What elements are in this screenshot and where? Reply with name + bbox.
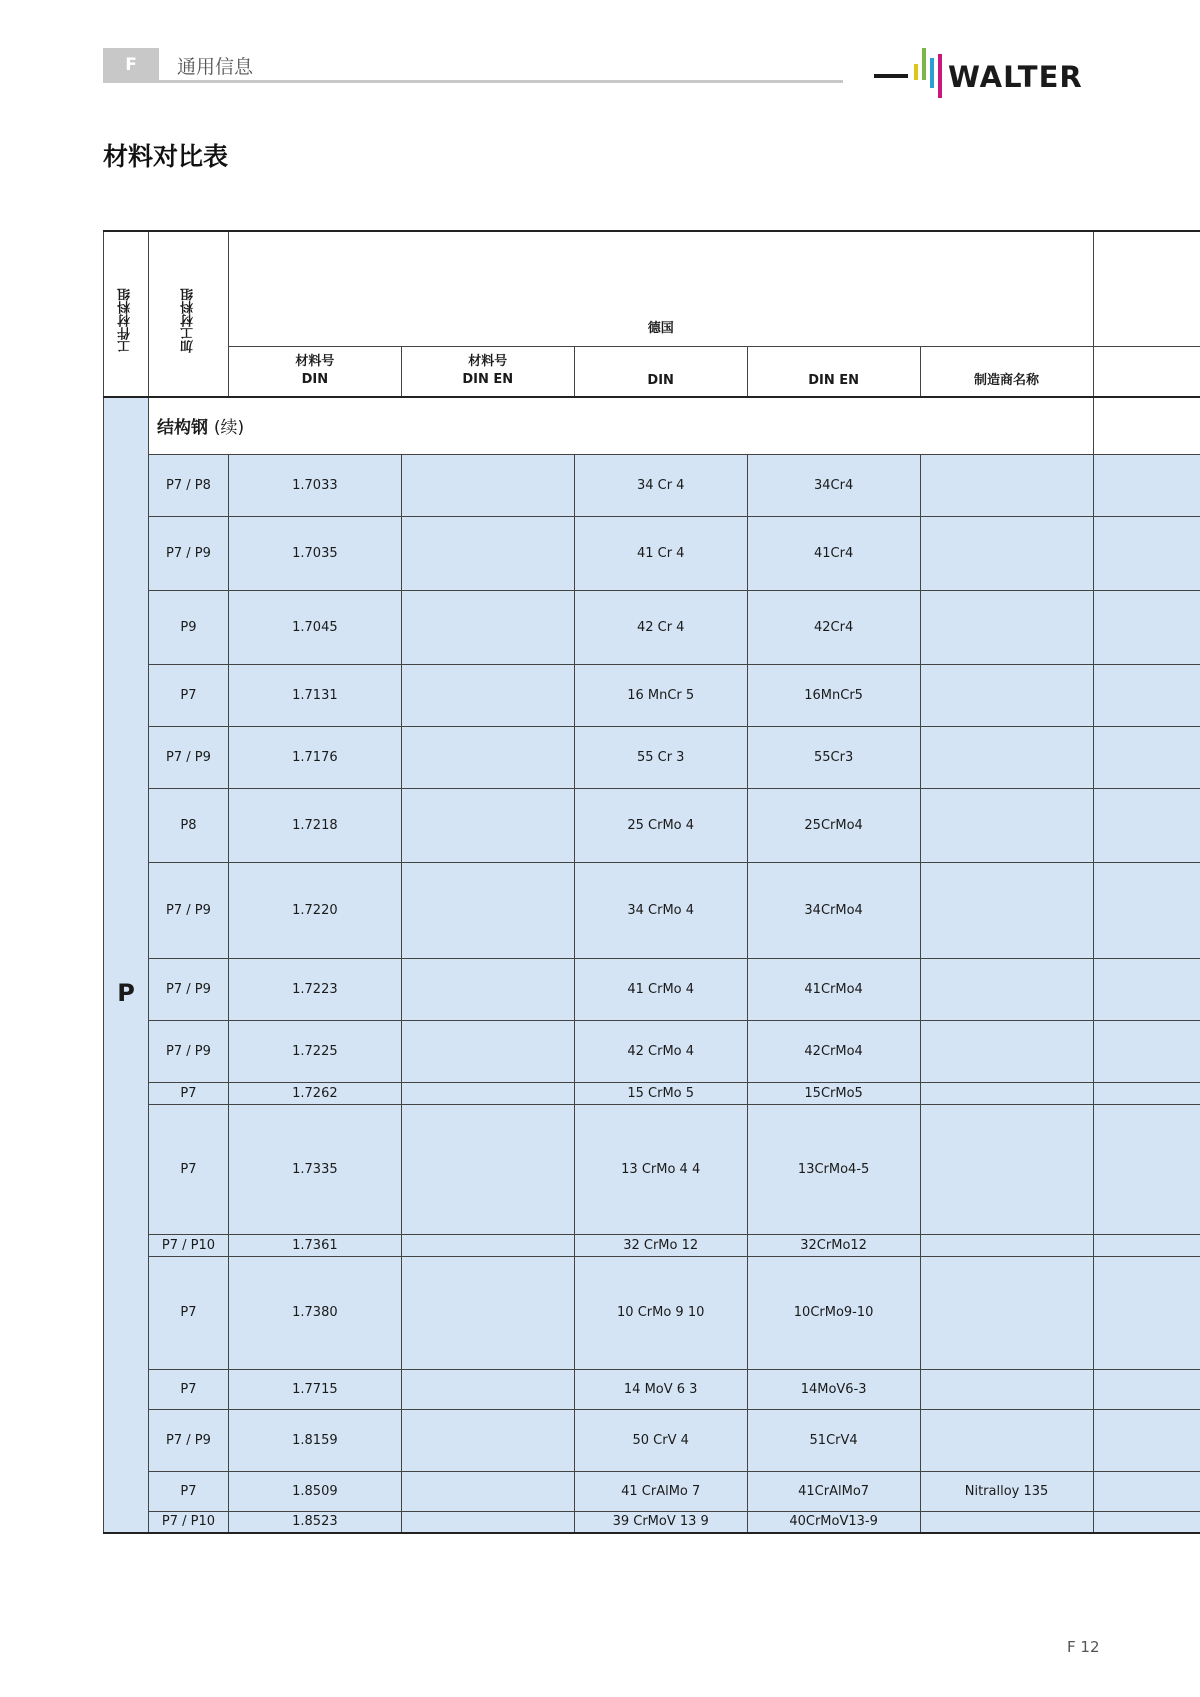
cell-din-en: 10CrMo9-10 — [747, 1256, 920, 1369]
cell-machining-group: P7 / P9 — [148, 1409, 228, 1471]
cell-next-country — [1093, 1082, 1200, 1104]
cell-material-no-din-en — [401, 1409, 574, 1471]
page-title: 材料对比表 — [103, 142, 229, 171]
cell-manufacturer: Nitralloy 135 — [920, 1471, 1093, 1511]
col-header-machining — [148, 231, 228, 397]
cell-din: 14 MoV 6 3 — [574, 1369, 747, 1409]
cell-din: 39 CrMoV 13 9 — [574, 1511, 747, 1533]
cell-next-country — [1093, 664, 1200, 726]
col-header-material-no-din-line2: DIN — [301, 372, 329, 388]
cell-manufacturer — [920, 1234, 1093, 1256]
cell-next-country — [1093, 590, 1200, 664]
cell-machining-group: P8 — [148, 788, 228, 862]
cell-material-no-din-en — [401, 1082, 574, 1104]
table-row — [104, 1471, 1200, 1511]
cell-machining-group: P7 / P9 — [148, 958, 228, 1020]
cell-next-country — [1093, 1471, 1200, 1511]
cell-next-country — [1093, 1020, 1200, 1082]
cell-material-no-din: 1.7035 — [228, 516, 401, 590]
section-title: 通用信息 — [177, 56, 254, 78]
cell-next-country — [1093, 862, 1200, 958]
cell-material-no-din: 1.7225 — [228, 1020, 401, 1082]
table-row — [104, 1511, 1200, 1533]
page-number: F 12 — [1067, 1638, 1100, 1656]
col-header-din: DIN — [574, 346, 747, 397]
logo-bar-blue — [930, 58, 934, 88]
cell-manufacturer — [920, 664, 1093, 726]
cell-material-no-din-en — [401, 1511, 574, 1533]
cell-material-no-din: 1.7380 — [228, 1256, 401, 1369]
group-letter-cell: P — [104, 454, 149, 1533]
table-row — [104, 862, 1200, 958]
table-row — [104, 1104, 1200, 1234]
col-header-material-no-din-line1: 材料号 — [295, 354, 335, 370]
cell-next-country — [1093, 958, 1200, 1020]
cell-material-no-din: 1.8159 — [228, 1409, 401, 1471]
cell-din: 42 Cr 4 — [574, 590, 747, 664]
table-row — [104, 1256, 1200, 1369]
cell-material-no-din: 1.7361 — [228, 1234, 401, 1256]
cell-material-no-din: 1.7045 — [228, 590, 401, 664]
cell-machining-group: P7 / P10 — [148, 1511, 228, 1533]
logo-wordmark: WALTER — [948, 60, 1083, 94]
cell-manufacturer — [920, 788, 1093, 862]
cell-next-country — [1093, 516, 1200, 590]
cell-din-en: 25CrMo4 — [747, 788, 920, 862]
cell-material-no-din: 1.7223 — [228, 958, 401, 1020]
cell-machining-group: P7 / P9 — [148, 726, 228, 788]
cell-din-en: 34CrMo4 — [747, 862, 920, 958]
cell-machining-group: P7 — [148, 664, 228, 726]
table-row — [104, 1020, 1200, 1082]
table-row — [104, 516, 1200, 590]
col-header-material-no-din-en-line2: DIN EN — [462, 372, 514, 388]
section-title-text: 结构钢 — [156, 418, 208, 439]
cell-machining-group: P7 / P8 — [148, 454, 228, 516]
cell-material-no-din-en — [401, 516, 574, 590]
cell-machining-group: P7 — [148, 1082, 228, 1104]
cell-din: 42 CrMo 4 — [574, 1020, 747, 1082]
cell-next-country — [1093, 1256, 1200, 1369]
cell-material-no-din: 1.7176 — [228, 726, 401, 788]
table-row — [104, 1234, 1200, 1256]
section-letter-badge: F — [103, 48, 159, 82]
cell-material-no-din: 1.7220 — [228, 862, 401, 958]
cell-next-country — [1093, 1511, 1200, 1533]
cell-next-country — [1093, 788, 1200, 862]
cell-din: 41 CrMo 4 — [574, 958, 747, 1020]
cell-manufacturer — [920, 958, 1093, 1020]
cell-material-no-din-en — [401, 1256, 574, 1369]
cell-manufacturer — [920, 516, 1093, 590]
cell-material-no-din: 1.7131 — [228, 664, 401, 726]
col-header-din-en: DIN EN — [747, 346, 920, 397]
cell-machining-group: P7 / P10 — [148, 1234, 228, 1256]
cell-din: 41 CrAlMo 7 — [574, 1471, 747, 1511]
cell-din: 16 MnCr 5 — [574, 664, 747, 726]
cell-next-country — [1093, 1409, 1200, 1471]
cell-material-no-din-en — [401, 454, 574, 516]
cell-material-no-din-en — [401, 788, 574, 862]
cell-material-no-din-en — [401, 664, 574, 726]
table-row — [104, 454, 1200, 516]
col-header-group — [104, 231, 149, 397]
cell-manufacturer — [920, 1256, 1093, 1369]
cell-material-no-din: 1.7218 — [228, 788, 401, 862]
col-header-material-no-din-en-line1: 材料号 — [468, 354, 508, 370]
cell-din-en: 41CrAlMo7 — [747, 1471, 920, 1511]
cell-din-en: 14MoV6-3 — [747, 1369, 920, 1409]
cell-material-no-din: 1.8523 — [228, 1511, 401, 1533]
cell-material-no-din: 1.7715 — [228, 1369, 401, 1409]
cell-manufacturer — [920, 454, 1093, 516]
cell-machining-group: P7 / P9 — [148, 516, 228, 590]
logo-bar-green — [922, 48, 926, 80]
cell-material-no-din-en — [401, 958, 574, 1020]
cell-material-no-din: 1.7335 — [228, 1104, 401, 1234]
cell-manufacturer — [920, 1020, 1093, 1082]
logo-bar-magenta — [938, 54, 942, 98]
cell-din-en: 16MnCr5 — [747, 664, 920, 726]
cell-din-en: 41Cr4 — [747, 516, 920, 590]
cell-din-en: 34Cr4 — [747, 454, 920, 516]
cell-material-no-din: 1.7033 — [228, 454, 401, 516]
cell-material-no-din-en — [401, 726, 574, 788]
cell-din: 32 CrMo 12 — [574, 1234, 747, 1256]
cell-next-country — [1093, 726, 1200, 788]
cell-manufacturer — [920, 862, 1093, 958]
table-row — [104, 664, 1200, 726]
material-comparison-table — [103, 230, 1200, 1545]
cell-next-country — [1093, 1369, 1200, 1409]
next-country-subheader — [1093, 346, 1200, 397]
cell-material-no-din-en — [401, 1104, 574, 1234]
cell-manufacturer — [920, 1369, 1093, 1409]
cell-din-en: 42Cr4 — [747, 590, 920, 664]
header-divider — [103, 80, 843, 83]
cell-machining-group: P7 — [148, 1104, 228, 1234]
cell-next-country — [1093, 1234, 1200, 1256]
cell-material-no-din-en — [401, 1369, 574, 1409]
next-country-header — [1093, 231, 1200, 346]
table-row — [104, 1082, 1200, 1104]
table-row — [104, 958, 1200, 1020]
cell-din-en: 55Cr3 — [747, 726, 920, 788]
cell-material-no-din: 1.7262 — [228, 1082, 401, 1104]
cell-din: 55 Cr 3 — [574, 726, 747, 788]
cell-din-en: 51CrV4 — [747, 1409, 920, 1471]
country-header: 德国 — [228, 231, 1093, 346]
cell-din: 13 CrMo 4 4 — [574, 1104, 747, 1234]
cell-material-no-din-en — [401, 1020, 574, 1082]
group-cell-top — [104, 397, 149, 454]
logo-bar-yellow — [914, 64, 918, 80]
cell-din: 34 CrMo 4 — [574, 862, 747, 958]
table-row — [104, 788, 1200, 862]
cell-machining-group: P7 — [148, 1369, 228, 1409]
section-continued: (续) — [213, 418, 245, 439]
col-header-group-label: 工件材料组 — [118, 287, 134, 353]
cell-manufacturer — [920, 726, 1093, 788]
cell-material-no-din-en — [401, 1471, 574, 1511]
cell-din: 41 Cr 4 — [574, 516, 747, 590]
cell-machining-group: P7 — [148, 1256, 228, 1369]
cell-manufacturer — [920, 590, 1093, 664]
cell-material-no-din-en — [401, 1234, 574, 1256]
cell-next-country — [1093, 1104, 1200, 1234]
cell-material-no-din-en — [401, 862, 574, 958]
cell-machining-group: P9 — [148, 590, 228, 664]
cell-machining-group: P7 / P9 — [148, 1020, 228, 1082]
col-header-material-no-din-en — [401, 346, 574, 397]
table-row — [104, 1369, 1200, 1409]
cell-din: 25 CrMo 4 — [574, 788, 747, 862]
col-header-material-no-din — [228, 346, 401, 397]
cell-din-en: 15CrMo5 — [747, 1082, 920, 1104]
cell-next-country — [1093, 454, 1200, 516]
cell-din: 10 CrMo 9 10 — [574, 1256, 747, 1369]
col-header-manufacturer: 制造商名称 — [920, 346, 1093, 397]
cell-din-en: 41CrMo4 — [747, 958, 920, 1020]
cell-manufacturer — [920, 1511, 1093, 1533]
cell-din: 15 CrMo 5 — [574, 1082, 747, 1104]
cell-manufacturer — [920, 1104, 1093, 1234]
cell-manufacturer — [920, 1409, 1093, 1471]
col-header-machining-label: 加工材料组 — [180, 287, 196, 353]
logo-dash — [874, 74, 908, 78]
cell-material-no-din: 1.8509 — [228, 1471, 401, 1511]
table-row — [104, 1409, 1200, 1471]
section-title-next — [1093, 397, 1200, 454]
cell-material-no-din-en — [401, 590, 574, 664]
cell-machining-group: P7 — [148, 1471, 228, 1511]
cell-din-en: 40CrMoV13-9 — [747, 1511, 920, 1533]
table-row — [104, 726, 1200, 788]
table-row — [104, 590, 1200, 664]
section-title-row — [148, 397, 1093, 454]
cell-machining-group: P7 / P9 — [148, 862, 228, 958]
cell-din: 50 CrV 4 — [574, 1409, 747, 1471]
cell-din-en: 42CrMo4 — [747, 1020, 920, 1082]
cell-din: 34 Cr 4 — [574, 454, 747, 516]
cell-din-en: 32CrMo12 — [747, 1234, 920, 1256]
cell-din-en: 13CrMo4-5 — [747, 1104, 920, 1234]
cell-manufacturer — [920, 1082, 1093, 1104]
